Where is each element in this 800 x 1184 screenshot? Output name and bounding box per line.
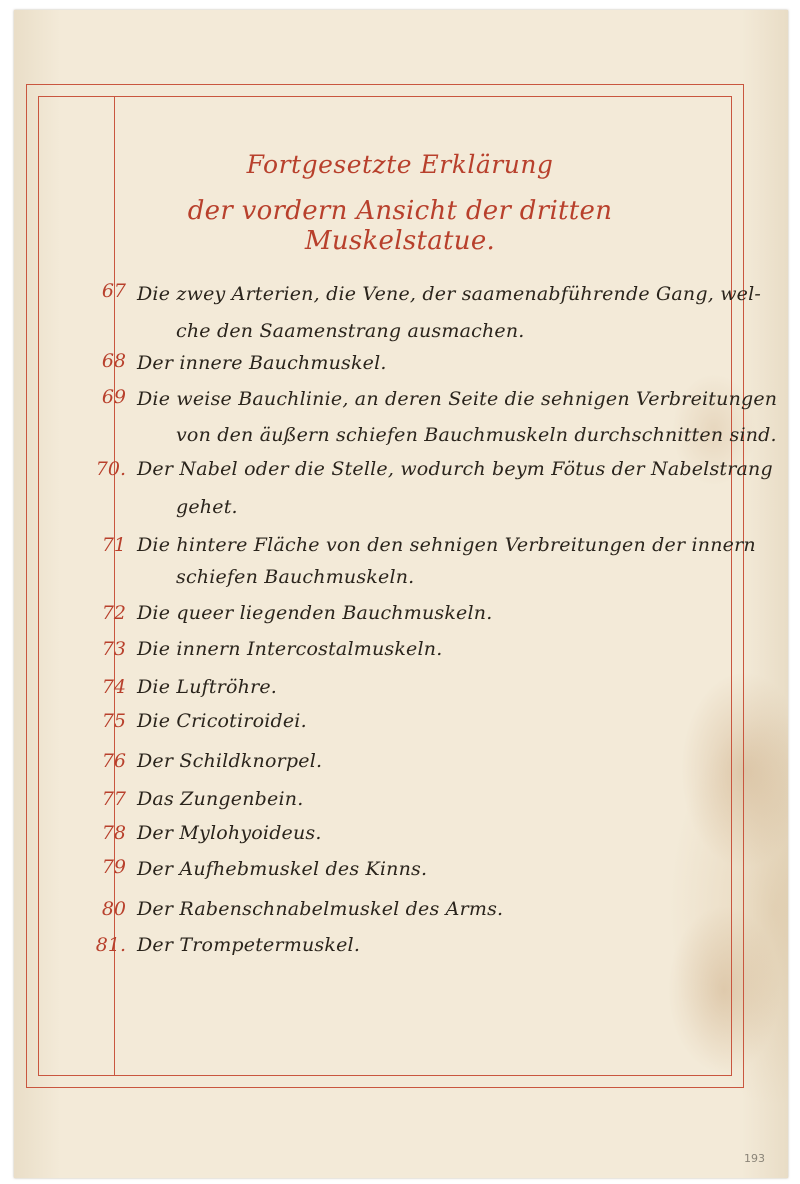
entry-number: 72 (101, 602, 126, 624)
entry-number: 74 (101, 676, 126, 698)
entry-number: 79 (101, 856, 126, 878)
entry-text-continued: gehet. (176, 496, 238, 518)
entry-text: Der Rabenschnabelmuskel des Arms. (137, 898, 504, 920)
entry-number: 75 (101, 710, 126, 732)
entry-number: 68 (101, 350, 126, 372)
entry-text-continued: von den äußern schiefen Bauchmuskeln durchschnitten sind. (176, 424, 777, 446)
entry-number: 78 (101, 822, 126, 844)
entry-number: 73 (101, 638, 126, 660)
entry-text: Der Trompetermuskel. (137, 934, 361, 956)
entry-number: 81. (95, 934, 126, 956)
entry-text: Das Zungenbein. (137, 788, 304, 810)
entry-number: 69 (101, 386, 126, 408)
entry-text: Die Luftröhre. (137, 676, 278, 698)
entry-text: Der innere Bauchmuskel. (137, 352, 387, 374)
entry-number: 77 (101, 788, 126, 810)
entry-text: Der Schildknorpel. (137, 750, 323, 772)
entry-number: 70. (95, 458, 126, 480)
entry-text: Der Mylohyoideus. (137, 822, 322, 844)
entry-text-continued: che den Saamenstrang ausmachen. (176, 320, 525, 342)
entry-text: Die queer liegenden Bauchmuskeln. (137, 602, 493, 624)
heading-line-2: der vordern Ansicht der dritten Muskelstatue. (187, 196, 613, 256)
entry-text: Der Aufhebmuskel des Kinns. (137, 858, 428, 880)
heading-line-1: Fortgesetzte Erklärung (246, 150, 554, 179)
entry-text: Die innern Intercostalmuskeln. (137, 638, 443, 660)
entry-text: Der Nabel oder die Stelle, wodurch beym Fötus der Nabelstrang (137, 458, 773, 480)
entry-number: 71 (101, 534, 126, 556)
folio-number: 193 (744, 1152, 765, 1165)
entry-text-continued: schiefen Bauchmuskeln. (176, 566, 415, 588)
entry-text: Die zwey Arterien, die Vene, der saamenabführende Gang, wel- (137, 283, 762, 305)
entry-number: 80 (101, 898, 126, 920)
margin-rule (114, 96, 115, 1076)
entry-text: Die Cricotiroidei. (137, 710, 307, 732)
entry-text: Die hintere Fläche von den sehnigen Verbreitungen der innern (137, 534, 756, 556)
entry-text: Die weise Bauchlinie, an deren Seite die sehnigen Verbreitungen (137, 388, 778, 410)
entry-number: 76 (101, 750, 126, 772)
entry-number: 67 (101, 280, 126, 302)
